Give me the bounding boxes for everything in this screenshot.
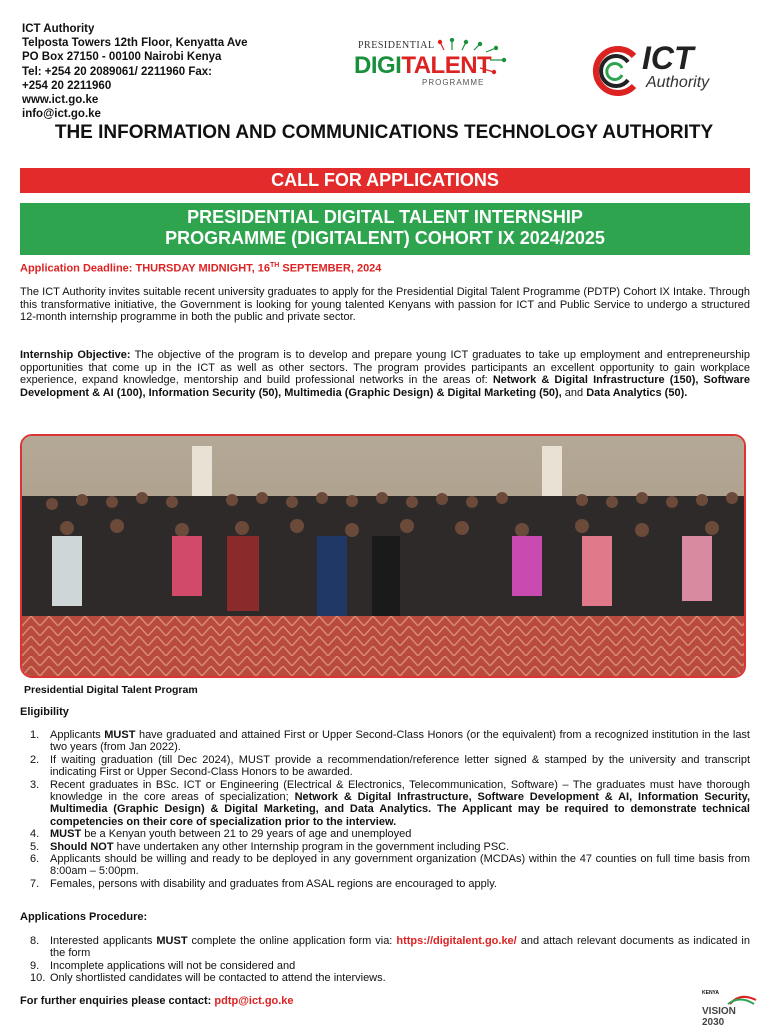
item-text: Females, persons with disability and graduates from ASAL regions are encouraged to apply. bbox=[50, 877, 497, 890]
list-item bbox=[20, 935, 750, 960]
deadline-month: SEPTEMBER, 2024 bbox=[279, 262, 382, 275]
org-name: ICT Authority bbox=[22, 23, 95, 35]
deadline-text: Application Deadline: THURSDAY MIDNIGHT, 16 bbox=[20, 262, 270, 275]
ict-swoosh-icon bbox=[588, 44, 644, 100]
photo-caption: Presidential Digital Talent Program bbox=[24, 684, 198, 696]
enquiries-line bbox=[20, 995, 294, 1007]
page-title: THE INFORMATION AND COMMUNICATIONS TECHNOLOGY AUTHORITY bbox=[54, 122, 714, 143]
procedure-heading: Applications Procedure: bbox=[20, 911, 148, 923]
objective-areas: Network & Digital Infrastructure (150), Software Development & AI (100), Information Security (50), Multimedia (Graphic Design) & Digital Marketing (50), bbox=[20, 374, 750, 399]
item-text: and attach relevant documents as indicated in the form bbox=[50, 935, 750, 960]
item-text: Applicants bbox=[50, 729, 105, 741]
list-item bbox=[20, 779, 750, 829]
item-text: Interested applicants bbox=[50, 935, 157, 947]
item-number: 2. bbox=[30, 753, 40, 766]
contact-header bbox=[22, 22, 322, 121]
kenya-vision-2030-logo bbox=[700, 990, 760, 1028]
enquiries-email[interactable]: pdtp@ict.go.ke bbox=[214, 995, 294, 1007]
list-item bbox=[20, 841, 750, 853]
list-item bbox=[20, 853, 750, 878]
item-number: 5. bbox=[30, 840, 40, 853]
list-item bbox=[20, 878, 750, 890]
dt-logo-digi: DIGI bbox=[354, 52, 402, 79]
vision-2030-text: VISION 2030 bbox=[702, 1006, 736, 1028]
item-emphasis: MUST bbox=[50, 828, 82, 841]
contact-email[interactable]: info@ict.go.ke bbox=[22, 108, 101, 121]
objective-last: Data Analytics (50). bbox=[586, 386, 688, 399]
intro-paragraph: The ICT Authority invites suitable recent university graduates to apply for the Presidential Digital Talent Programme (PDTP) Cohort IX Intake. Through this transformative initiative, the Government is looking for young talented Kenyans with passion for ICT and Public Service to undergo a structured 12-month internship programme in both the public and private sector. bbox=[20, 286, 750, 324]
objective-label: Internship Objective: bbox=[20, 349, 131, 361]
item-emphasis: MUST bbox=[104, 729, 136, 741]
vision-kenya: KENYA bbox=[702, 990, 720, 996]
programme-banner bbox=[20, 203, 750, 255]
item-text: Applicants should be willing and ready to be deployed in any government organization (MCDAs) within the 47 counties on full time basis from 8:00am – 5:00pm. bbox=[50, 853, 750, 878]
eligibility-list bbox=[20, 729, 750, 890]
tel-line-1: Tel: +254 20 2089061/ 2211960 Fax: bbox=[22, 65, 213, 78]
eligibility-heading: Eligibility bbox=[20, 706, 69, 718]
item-text: If waiting graduation (till Dec 2024), MUST provide a recommendation/reference letter signed & stamped by the university and transcript indicating First or Upper Second-Class Honors to be awarded. bbox=[50, 753, 750, 779]
call-for-applications-banner: CALL FOR APPLICATIONS bbox=[20, 168, 750, 193]
deadline-superscript: TH bbox=[269, 262, 280, 269]
ict-logo-authority: Authority bbox=[646, 74, 710, 91]
item-emphasis: Should NOT bbox=[50, 840, 114, 853]
group-photo bbox=[20, 434, 746, 678]
item-number: 10. bbox=[30, 972, 46, 985]
item-text: Incomplete applications will not be considered and bbox=[50, 959, 296, 972]
item-number: 8. bbox=[30, 935, 40, 947]
item-text: Recent graduates in BSc. ICT or Engineering (Electrical & Electronics, Telecommunication, Software) – The graduates must have thorough knowledge in the core areas of specialization; bbox=[50, 778, 750, 804]
item-text: complete the online application form via: bbox=[187, 935, 397, 947]
item-text: have undertaken any other Internship program in the government including PSC. bbox=[113, 840, 510, 853]
item-emphasis: Network & Digital Infrastructure, Software Development & AI, Information Security, Multimedia (Graphic Design) & Digital Marketing, and Data Analytics. The Applicant may be required to demonstrate technical competencies on their core of specialization prior to the interview. bbox=[50, 791, 751, 828]
enquiries-label: For further enquiries please contact: bbox=[20, 995, 215, 1007]
dt-logo-presidential: PRESIDENTIAL bbox=[358, 40, 435, 51]
list-item bbox=[20, 754, 750, 779]
procedure-list bbox=[20, 935, 750, 985]
website[interactable]: www.ict.go.ke bbox=[22, 94, 99, 107]
item-text: have graduated and attained First or Upper Second-Class Honors (or the equivalent) from a recognized institution in the last two years (from Jan 2022). bbox=[50, 729, 750, 754]
item-number: 7. bbox=[30, 877, 40, 890]
item-text: Only shortlisted candidates will be contacted to attend the interviews. bbox=[50, 972, 386, 985]
dt-logo-programme: PROGRAMME bbox=[422, 78, 485, 87]
ict-logo-text: ICT bbox=[642, 40, 694, 76]
dt-logo-digitalent bbox=[354, 52, 491, 80]
item-number: 9. bbox=[30, 959, 40, 972]
objective-text: The objective of the program is to develop and prepare young ICT graduates to take up employment and entrepreneurship opportunities that come up in the ICT as well as other sectors. The program provides participants an excellent opportunity to gain workplace experience, expand knowledge, mentorship and build professional networks in the areas of: bbox=[20, 349, 750, 387]
application-link[interactable]: https://digitalent.go.ke/ bbox=[396, 935, 517, 947]
list-item bbox=[20, 972, 750, 984]
digitalent-logo bbox=[352, 38, 512, 88]
dt-logo-talent: TALENT bbox=[401, 52, 492, 79]
item-number: 1. bbox=[30, 729, 40, 741]
ict-authority-logo bbox=[588, 40, 738, 96]
tel-line-2: +254 20 2211960 bbox=[22, 79, 112, 92]
programme-line-2: PROGRAMME (DIGITALENT) COHORT IX 2024/2025 bbox=[165, 228, 605, 248]
application-deadline bbox=[20, 262, 381, 275]
item-number: 4. bbox=[30, 828, 40, 841]
programme-line-1: PRESIDENTIAL DIGITAL TALENT INTERNSHIP bbox=[187, 207, 583, 227]
objective-paragraph bbox=[20, 349, 750, 399]
address-line-1: Telposta Towers 12th Floor, Kenyatta Ave bbox=[22, 37, 248, 50]
item-text: be a Kenyan youth between 21 to 29 years of age and unemployed bbox=[81, 828, 412, 841]
list-item bbox=[20, 729, 750, 754]
objective-and: and bbox=[561, 386, 587, 399]
item-number: 6. bbox=[30, 853, 40, 866]
list-item bbox=[20, 828, 750, 840]
item-emphasis: MUST bbox=[156, 935, 188, 947]
group-photo-illustration bbox=[22, 436, 746, 678]
item-number: 3. bbox=[30, 778, 40, 791]
list-item bbox=[20, 960, 750, 972]
address-line-2: PO Box 27150 - 00100 Nairobi Kenya bbox=[22, 51, 222, 64]
